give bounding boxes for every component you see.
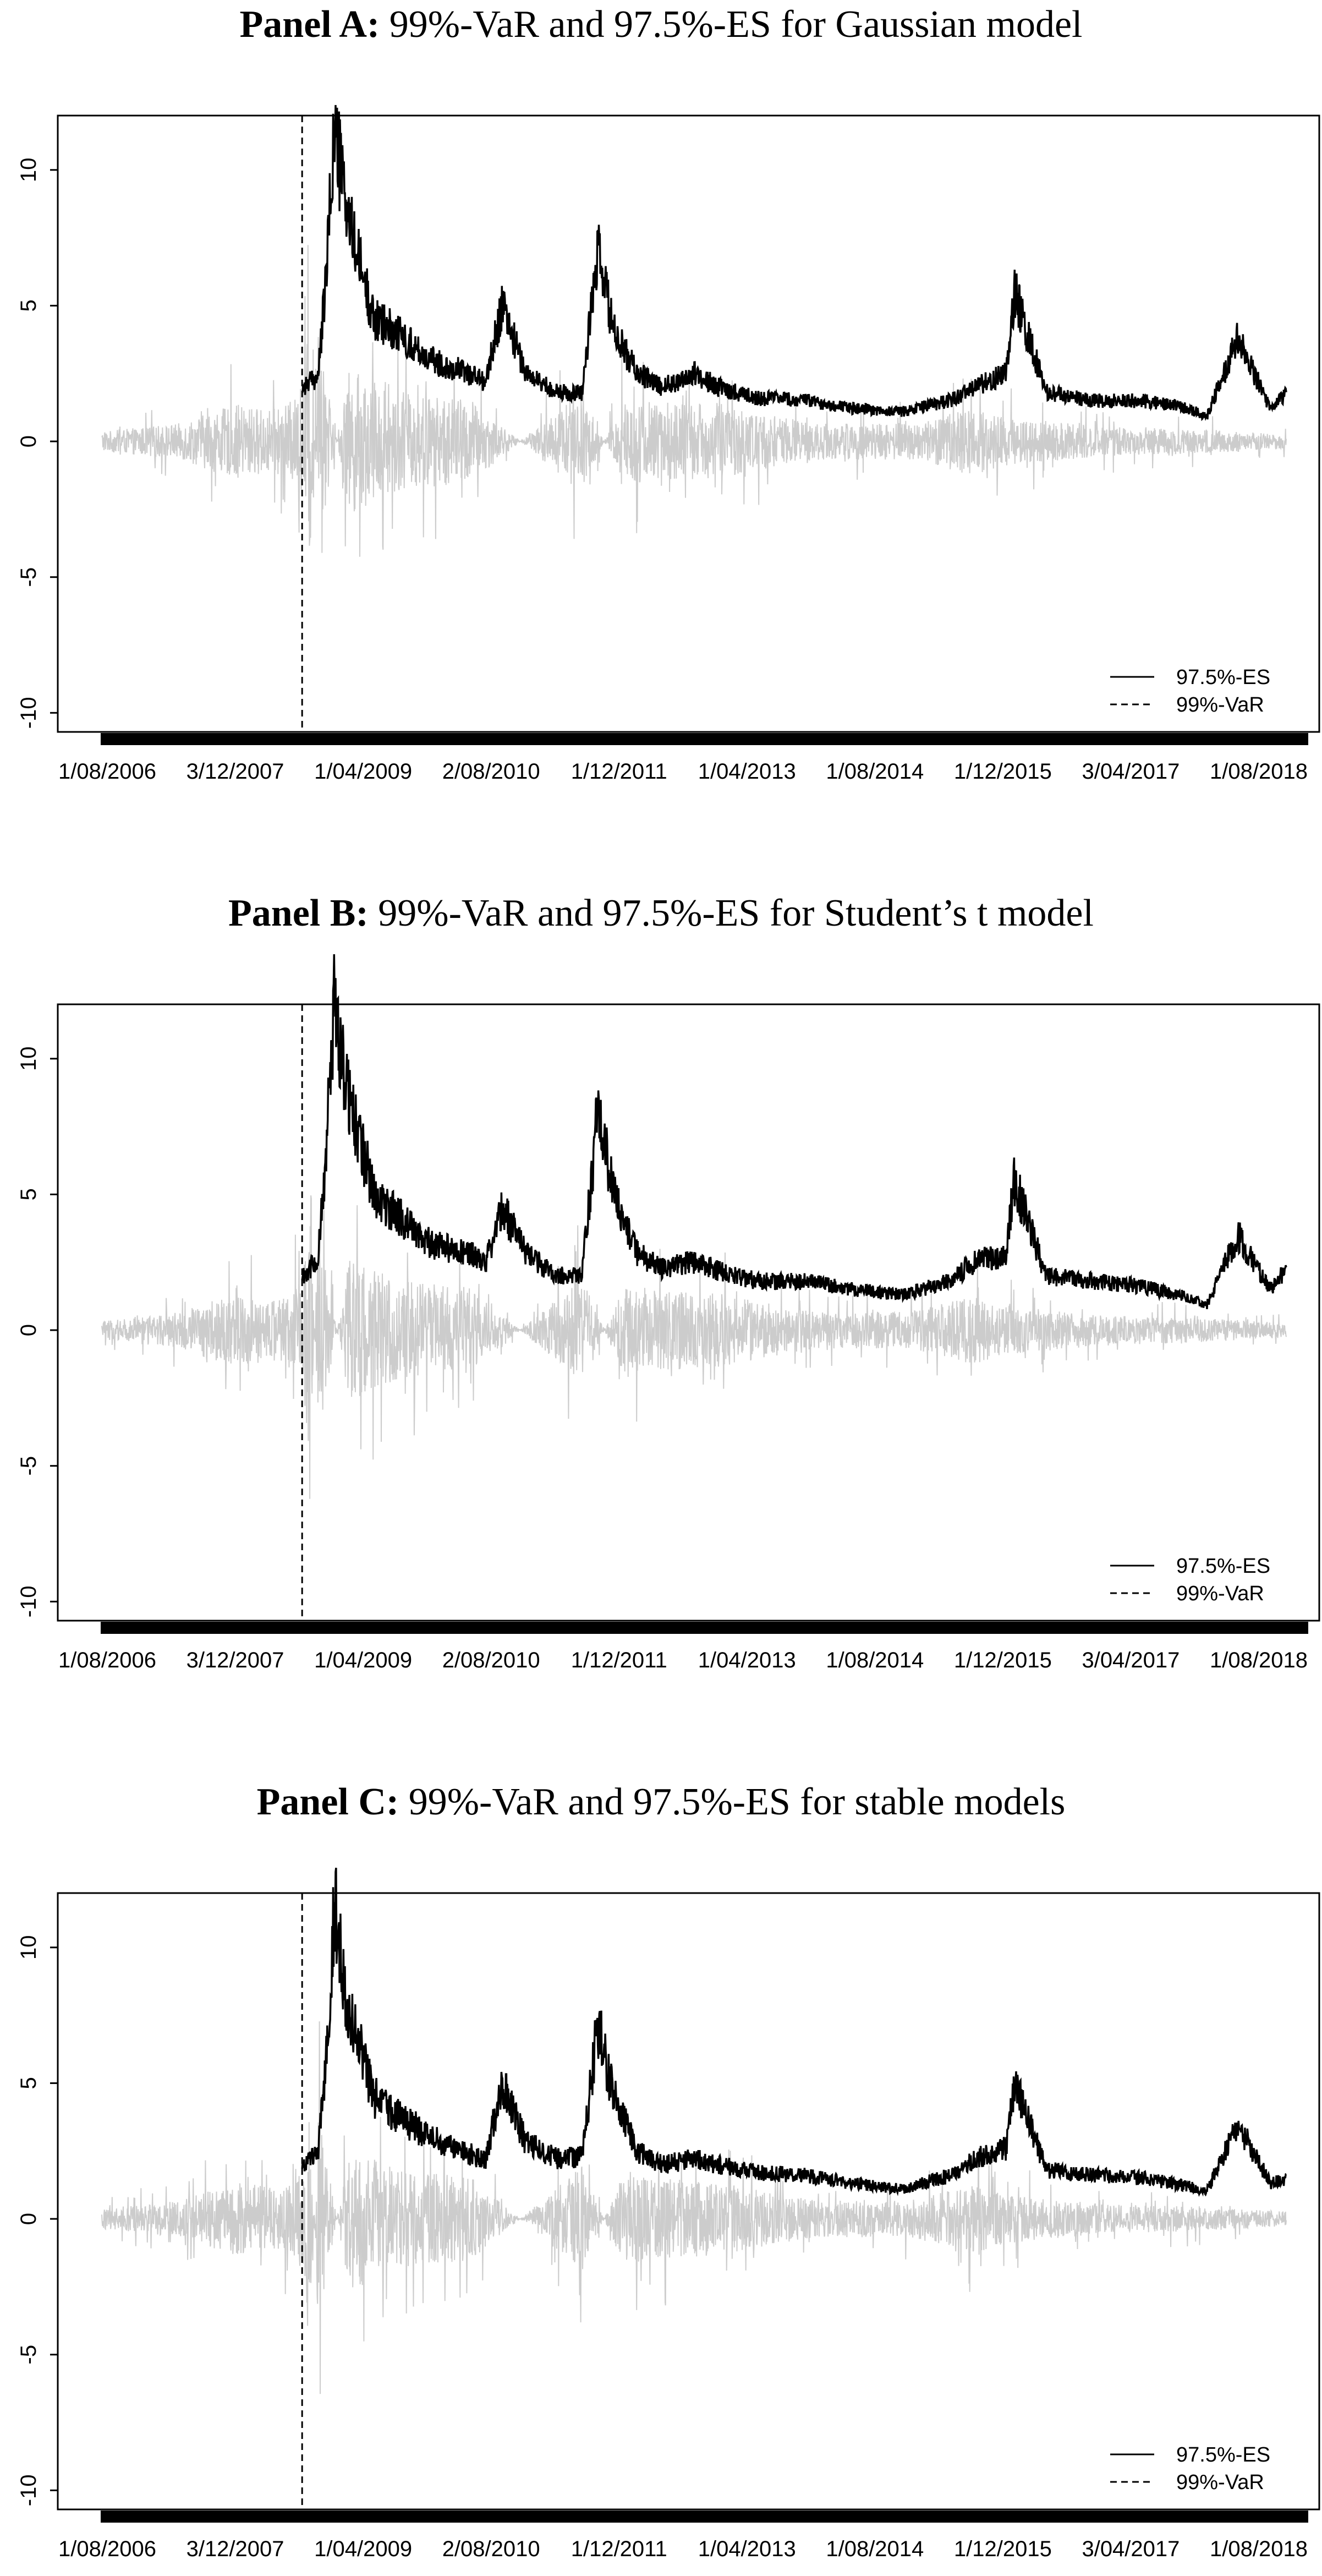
es-series [302, 954, 1286, 1309]
panel-label: Panel B: [228, 892, 369, 934]
y-tick-label: -5 [17, 2344, 41, 2365]
y-tick-label: 5 [17, 1188, 41, 1201]
x-tick-label: 2/08/2010 [442, 2537, 540, 2561]
x-axis-bar [101, 1622, 1308, 1634]
x-tick-label: 1/12/2015 [953, 2537, 1052, 2561]
x-tick-label: 1/04/2013 [698, 1648, 796, 1672]
y-tick-label: 0 [17, 435, 41, 448]
y-tick-label: 10 [17, 157, 41, 183]
legend-label: 99%-VaR [1176, 1582, 1264, 1605]
y-tick-label: 5 [17, 299, 41, 312]
chart-panel-a [0, 72, 1322, 787]
x-tick-label: 2/08/2010 [442, 759, 540, 784]
x-tick-label: 1/08/2018 [1210, 759, 1308, 784]
panel-title [0, 1780, 1322, 1824]
y-tick-label: -10 [17, 697, 41, 729]
panel-title-text: 99%-VaR and 97.5%-ES for stable models [408, 1781, 1066, 1823]
x-tick-label: 1/12/2011 [571, 759, 667, 784]
x-tick-label: 1/12/2015 [953, 759, 1052, 784]
panel-title-text: 99%-VaR and 97.5%-ES for Student’s t model [378, 892, 1094, 934]
y-tick-label: 5 [17, 2077, 41, 2090]
es-series [302, 105, 1286, 419]
legend-label: 99%-VaR [1176, 2471, 1264, 2494]
y-tick-label: 0 [17, 2212, 41, 2225]
x-tick-label: 3/12/2007 [186, 2537, 284, 2561]
x-tick-label: 1/08/2006 [58, 2537, 156, 2561]
panel-title [0, 3, 1322, 47]
y-tick-label: -5 [17, 1456, 41, 1476]
x-tick-label: 1/04/2009 [314, 759, 413, 784]
x-tick-label: 1/08/2006 [58, 1648, 156, 1672]
y-tick-label: 10 [17, 1935, 41, 1960]
x-tick-label: 3/04/2017 [1082, 2537, 1180, 2561]
x-tick-label: 1/04/2009 [314, 1648, 413, 1672]
x-tick-label: 3/04/2017 [1082, 759, 1180, 784]
y-tick-label: -5 [17, 567, 41, 587]
chart-panel-b [0, 960, 1322, 1676]
x-axis-bar [101, 733, 1308, 745]
x-tick-label: 1/12/2011 [571, 1648, 667, 1672]
chart-panel-c [0, 1849, 1322, 2564]
legend-label: 97.5%-ES [1176, 666, 1271, 689]
x-tick-label: 1/04/2009 [314, 2537, 413, 2561]
x-tick-label: 1/08/2018 [1210, 1648, 1308, 1672]
es-series [302, 1868, 1286, 2195]
returns-series [102, 2021, 1286, 2394]
panel-label: Panel A: [239, 3, 380, 46]
panel-title [0, 892, 1322, 936]
panel-label: Panel C: [256, 1781, 399, 1823]
returns-series [102, 1195, 1286, 1499]
x-tick-label: 1/08/2006 [58, 759, 156, 784]
x-axis-bar [101, 2511, 1308, 2523]
x-tick-label: 1/04/2013 [698, 2537, 796, 2561]
legend-label: 97.5%-ES [1176, 2443, 1271, 2466]
y-tick-label: -10 [17, 1585, 41, 1618]
legend-label: 97.5%-ES [1176, 1555, 1271, 1578]
y-tick-label: 10 [17, 1046, 41, 1071]
panel-title-text: 99%-VaR and 97.5%-ES for Gaussian model [389, 3, 1083, 46]
y-tick-label: -10 [17, 2474, 41, 2507]
x-tick-label: 1/08/2018 [1210, 2537, 1308, 2561]
y-tick-label: 0 [17, 1323, 41, 1337]
x-tick-label: 1/08/2014 [826, 1648, 924, 1672]
x-tick-label: 1/08/2014 [826, 759, 924, 784]
x-tick-label: 1/08/2014 [826, 2537, 924, 2561]
x-tick-label: 3/12/2007 [186, 759, 284, 784]
x-tick-label: 2/08/2010 [442, 1648, 540, 1672]
x-tick-label: 1/12/2015 [953, 1648, 1052, 1672]
legend-label: 99%-VaR [1176, 693, 1264, 717]
x-tick-label: 1/04/2013 [698, 759, 796, 784]
x-tick-label: 3/12/2007 [186, 1648, 284, 1672]
x-tick-label: 1/12/2011 [571, 2537, 667, 2561]
x-tick-label: 3/04/2017 [1082, 1648, 1180, 1672]
